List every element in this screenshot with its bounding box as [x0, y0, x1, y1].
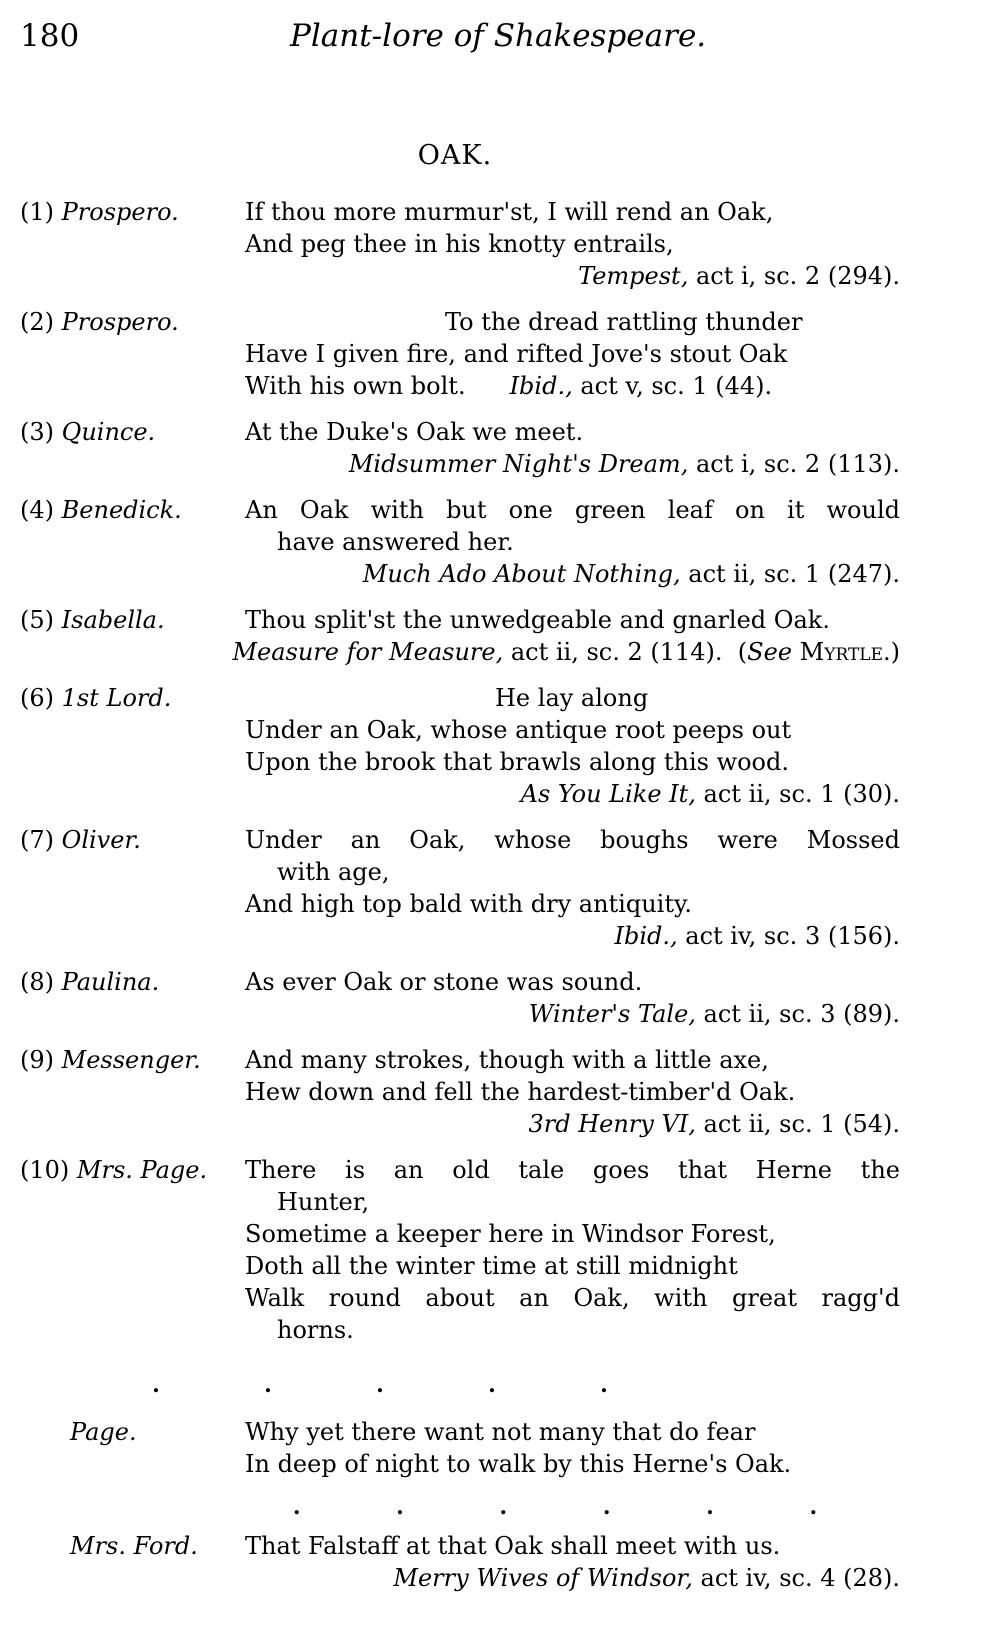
citation: Ibid., act iv, sc. 3 (156).	[614, 922, 900, 950]
quote-lines	[245, 196, 900, 292]
quote-line: Sometime a keeper here in Windsor Forest,	[245, 1220, 776, 1248]
quote-line: have answered her.	[277, 528, 514, 556]
citation: 3rd Henry VI, act ii, sc. 1 (54).	[528, 1110, 900, 1138]
citation: Measure for Measure, act ii, sc. 2 (114). (See Myrtle.)	[232, 638, 900, 666]
quote-lines	[245, 1154, 900, 1346]
speaker-label: (6) 1st Lord.	[20, 684, 172, 712]
quote-line: Hunter,	[277, 1188, 370, 1216]
speaker-label: (3) Quince.	[20, 418, 156, 446]
quote-line: Why yet there want not many that do fear	[245, 1418, 756, 1446]
citation: As You Like It, act ii, sc. 1 (30).	[520, 780, 900, 808]
quote-line: And many strokes, though with a little axe,	[245, 1046, 769, 1074]
quote-line: If thou more murmur'st, I will rend an Oak,	[245, 198, 774, 226]
quote-line: And peg thee in his knotty entrails,	[245, 230, 674, 258]
quote-line: Thou split'st the unwedgeable and gnarled Oak.	[245, 606, 830, 634]
quote-line: To the dread rattling thunder	[445, 308, 803, 336]
quote-lines	[245, 966, 900, 1030]
quote-entry-page	[20, 1416, 900, 1480]
quote-line: Walk round about an Oak, with great ragg'd	[245, 1284, 900, 1312]
quote-line: Under an Oak, whose boughs were Mossed	[245, 826, 900, 854]
ellipsis-row: . . . . . .	[292, 1494, 818, 1520]
speaker-label: Mrs. Ford.	[70, 1532, 198, 1560]
speaker-label: Page.	[70, 1418, 137, 1446]
quote-lines	[245, 494, 900, 590]
quote-line: There is an old tale goes that Herne the	[245, 1156, 900, 1184]
quote-entry-6	[20, 682, 900, 810]
quote-entry-mrs-ford	[20, 1530, 900, 1594]
section-title: OAK.	[417, 140, 493, 171]
citation: Winter's Tale, act ii, sc. 3 (89).	[528, 1000, 900, 1028]
page-header	[20, 18, 940, 58]
quote-line: In deep of night to walk by this Herne's Oak.	[245, 1450, 792, 1478]
quote-entry-8	[20, 966, 900, 1030]
running-title: Plant-lore of Shakespeare.	[290, 18, 707, 54]
quote-entry-9	[20, 1044, 900, 1140]
quote-lines	[232, 604, 900, 668]
speaker-label: (5) Isabella.	[20, 606, 165, 634]
quote-line: Have I given fire, and rifted Jove's stout Oak	[245, 340, 788, 368]
quote-entry-7	[20, 824, 900, 952]
quote-lines	[245, 1530, 900, 1594]
quote-lines	[245, 416, 900, 480]
speaker-label: (10) Mrs. Page.	[20, 1156, 208, 1184]
citation: Tempest, act i, sc. 2 (294).	[578, 262, 900, 290]
quote-entry-10	[20, 1154, 900, 1346]
ellipsis-row: . . . . .	[152, 1372, 608, 1398]
citation: Midsummer Night's Dream, act i, sc. 2 (113).	[348, 450, 900, 478]
quote-line: Hew down and fell the hardest-timber'd Oak.	[245, 1078, 796, 1106]
quote-lines	[245, 824, 900, 952]
quote-line: He lay along	[495, 684, 649, 712]
quote-entry-1	[20, 196, 900, 292]
speaker-label: (8) Paulina.	[20, 968, 160, 996]
quote-line: Under an Oak, whose antique root peeps out	[245, 716, 792, 744]
quote-line: Upon the brook that brawls along this wood.	[245, 748, 789, 776]
quote-line: Doth all the winter time at still midnight	[245, 1252, 738, 1280]
quote-line: horns.	[277, 1316, 354, 1344]
quote-line: With his own bolt. Ibid., act v, sc. 1 (44).	[245, 372, 773, 400]
speaker-label: (7) Oliver.	[20, 826, 141, 854]
speaker-label: (4) Benedick.	[20, 496, 182, 524]
quote-line: An Oak with but one green leaf on it would	[245, 496, 900, 524]
citation: Much Ado About Nothing, act ii, sc. 1 (247).	[362, 560, 900, 588]
quote-line: And high top bald with dry antiquity.	[245, 890, 692, 918]
citation: Merry Wives of Windsor, act iv, sc. 4 (28).	[393, 1564, 900, 1592]
quote-line: At the Duke's Oak we meet.	[245, 418, 584, 446]
speaker-label: (9) Messenger.	[20, 1046, 201, 1074]
quote-lines	[245, 306, 900, 402]
quote-line: As ever Oak or stone was sound.	[245, 968, 643, 996]
quote-line: That Falstaff at that Oak shall meet with us.	[245, 1532, 781, 1560]
speaker-label: (2) Prospero.	[20, 308, 179, 336]
quotation-list	[20, 196, 900, 1608]
speaker-label: (1) Prospero.	[20, 198, 179, 226]
quote-entry-5	[20, 604, 900, 668]
quote-entry-2	[20, 306, 900, 402]
quote-line: with age,	[277, 858, 390, 886]
quote-lines	[245, 1416, 900, 1480]
quote-lines	[245, 1044, 900, 1140]
citation: Ibid., act v, sc. 1 (44).	[509, 372, 773, 400]
cross-reference-link: Myrtle.)	[799, 638, 900, 666]
page-number: 180	[20, 18, 80, 54]
quote-entry-4	[20, 494, 900, 590]
quote-lines	[245, 682, 900, 810]
quote-entry-3	[20, 416, 900, 480]
